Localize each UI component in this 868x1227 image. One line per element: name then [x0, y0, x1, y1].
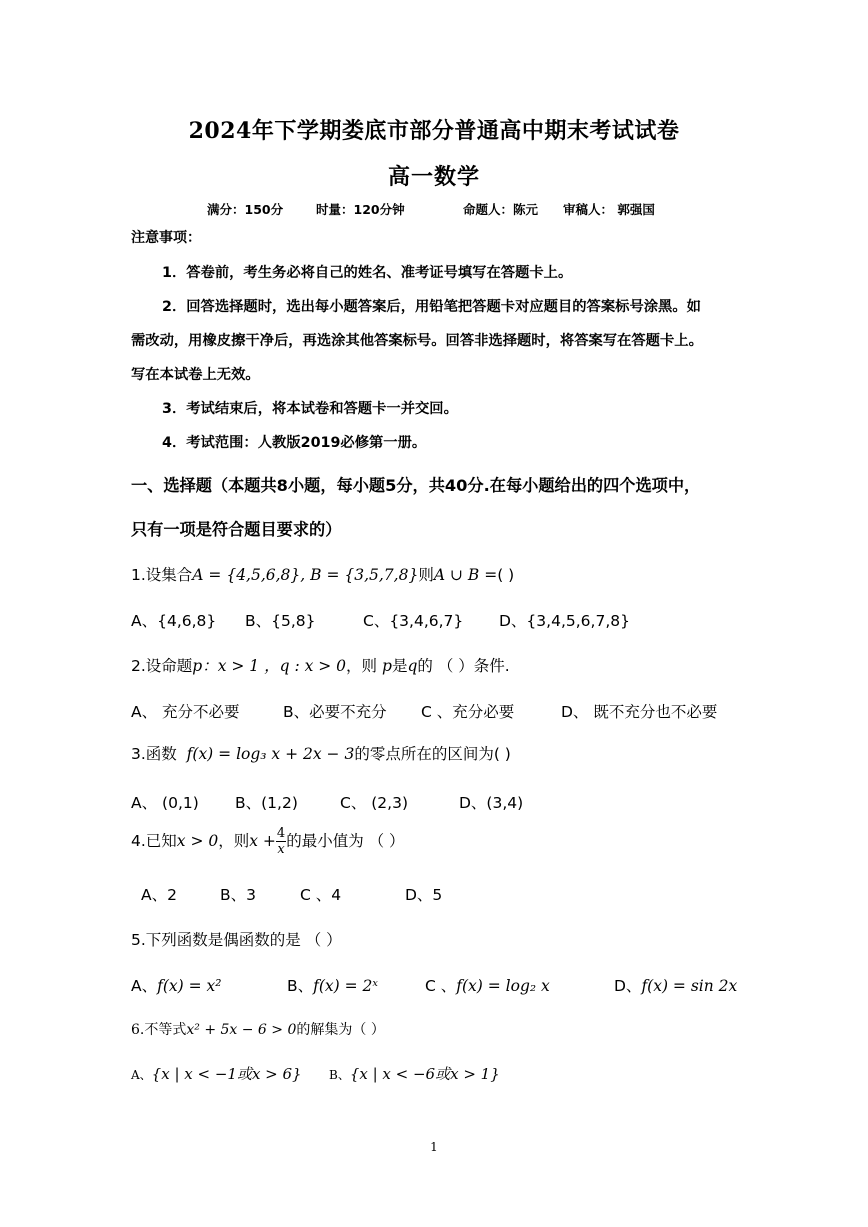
q2-p: p — [382, 657, 392, 675]
question-3 — [131, 742, 511, 764]
q5-option-b-formula: f(x) = 2ˣ — [313, 977, 378, 995]
q1-option-b: B、{5,8} — [245, 612, 316, 630]
q1-union: A ∪ B = — [433, 566, 498, 584]
q1-suffix: ( ) — [497, 566, 515, 584]
q4-numerator: 4 — [276, 826, 286, 841]
q6-option-b — [329, 1063, 500, 1084]
q5-option-b-label: B、 — [287, 977, 314, 995]
q5-option-d-label: D、 — [614, 977, 642, 995]
q6-suffix: 的解集为（ ） — [296, 1022, 385, 1038]
q2-prefix: 2.设命题 — [131, 657, 193, 675]
q6-option-b-set: {x | x < −6或x > 1} — [349, 1065, 500, 1083]
notice-item-3: 3．考试结束后，将本试卷和答题卡一并交回。 — [162, 401, 458, 417]
q2-mid: ，则 — [346, 657, 378, 675]
q5-option-d-formula: f(x) = sin 2x — [641, 977, 738, 995]
q5-option-c-label: C 、 — [425, 977, 457, 995]
q4-denominator: x — [277, 842, 285, 857]
notice-item-2-line-1: 2．回答选择题时，选出每小题答案后，用铅笔把答题卡对应题目的答案标号涂黑。如 — [162, 299, 701, 315]
q4-condition: x > 0 — [176, 832, 219, 850]
q1-option-a: A、{4,6,8} — [131, 612, 217, 630]
q3-function: f(x) = log₃ x + 2x − 3 — [186, 745, 355, 763]
question-2 — [131, 654, 510, 676]
q3-option-b: B、(1,2) — [235, 794, 298, 812]
notice-item-2-line-3: 写在本试卷上无效。 — [131, 367, 260, 383]
time-limit: 时量：120分钟 — [316, 202, 405, 217]
question-5: 5.下列函数是偶函数的是 （ ） — [131, 931, 342, 949]
q4-option-c: C 、4 — [300, 886, 342, 904]
q5-option-c-formula: f(x) = log₂ x — [456, 977, 550, 995]
q6-option-a — [131, 1063, 302, 1084]
full-score: 满分：150分 — [207, 202, 284, 217]
author: 命题人：陈元 — [463, 202, 539, 217]
q1-option-d: D、{3,4,5,6,7,8} — [499, 612, 630, 630]
q6-prefix: 6.不等式 — [131, 1022, 187, 1038]
q3-suffix: 的零点所在的区间为( ) — [354, 745, 511, 763]
q4-suffix: 的最小值为 （ ） — [286, 832, 405, 850]
notice-item-2-line-2: 需改动，用橡皮擦干净后，再选涂其他答案标号。回答非选择题时，将答案写在答题卡上。 — [131, 333, 703, 349]
q3-option-d: D、(3,4) — [459, 794, 524, 812]
q1-mid: 则 — [418, 566, 434, 584]
q6-inequality: x² + 5x − 6 > 0 — [186, 1022, 297, 1038]
section-heading-line-2: 只有一项是符合题目要求的） — [131, 520, 342, 539]
reviewer: 审稿人： 郭强国 — [563, 202, 655, 217]
q4-prefix: 4.已知 — [131, 832, 177, 850]
q5-option-b — [287, 974, 378, 996]
subject-title: 高一数学 — [387, 164, 480, 190]
section-heading-line-1: 一、选择题（本题共8小题，每小题5分，共40分.在每小题给出的四个选项中， — [131, 476, 701, 495]
page-number: 1 — [430, 1140, 438, 1154]
q5-option-d — [614, 974, 737, 996]
question-1 — [131, 563, 514, 585]
q1-option-c: C、{3,4,6,7} — [363, 612, 464, 630]
q5-option-a-formula: f(x) = x² — [157, 977, 222, 995]
question-6 — [131, 1019, 385, 1039]
notice-item-1: 1．答卷前，考生务必将自己的姓名、准考证号填写在答题卡上。 — [162, 265, 573, 281]
q3-option-c: C、 (2,3) — [340, 794, 408, 812]
exam-title: 2024年下学期娄底市部分普通高中期末考试试卷 — [188, 118, 680, 144]
q4-expression: x + — [249, 832, 276, 850]
q6-option-a-label: A、 — [131, 1068, 152, 1082]
q2-option-c: C 、充分必要 — [421, 703, 515, 721]
q4-option-d: D、5 — [405, 886, 443, 904]
q2-propositions: p：x > 1 ，q : x > 0 — [192, 657, 347, 675]
q2-suffix: 的 （ ）条件. — [417, 657, 510, 675]
question-4 — [131, 826, 405, 857]
q2-option-b: B、必要不充分 — [283, 703, 387, 721]
q4-option-a: A、2 — [141, 886, 177, 904]
q2-q: q — [407, 657, 418, 675]
q6-option-a-set: {x | x < −1或x > 6} — [151, 1065, 302, 1083]
q3-prefix: 3.函数 — [131, 745, 177, 763]
q2-option-d: D、 既不充分也不必要 — [561, 703, 718, 721]
q1-sets: A = {4,5,6,8}, B = {3,5,7,8} — [192, 566, 419, 584]
q4-option-b: B、3 — [220, 886, 256, 904]
q3-option-a: A、 (0,1) — [131, 794, 199, 812]
q2-option-a: A、 充分不必要 — [131, 703, 240, 721]
notice-heading: 注意事项： — [131, 230, 201, 246]
notice-item-4: 4．考试范围：人教版2019必修第一册。 — [162, 435, 427, 451]
q4-mid: ，则 — [218, 832, 250, 850]
q2-is: 是 — [391, 657, 408, 675]
q1-prefix: 1.设集合 — [131, 566, 193, 584]
q5-option-c — [425, 974, 550, 996]
q5-option-a — [131, 974, 221, 996]
q6-option-b-label: B、 — [329, 1068, 350, 1082]
q5-option-a-label: A、 — [131, 977, 158, 995]
q4-fraction — [276, 826, 286, 857]
